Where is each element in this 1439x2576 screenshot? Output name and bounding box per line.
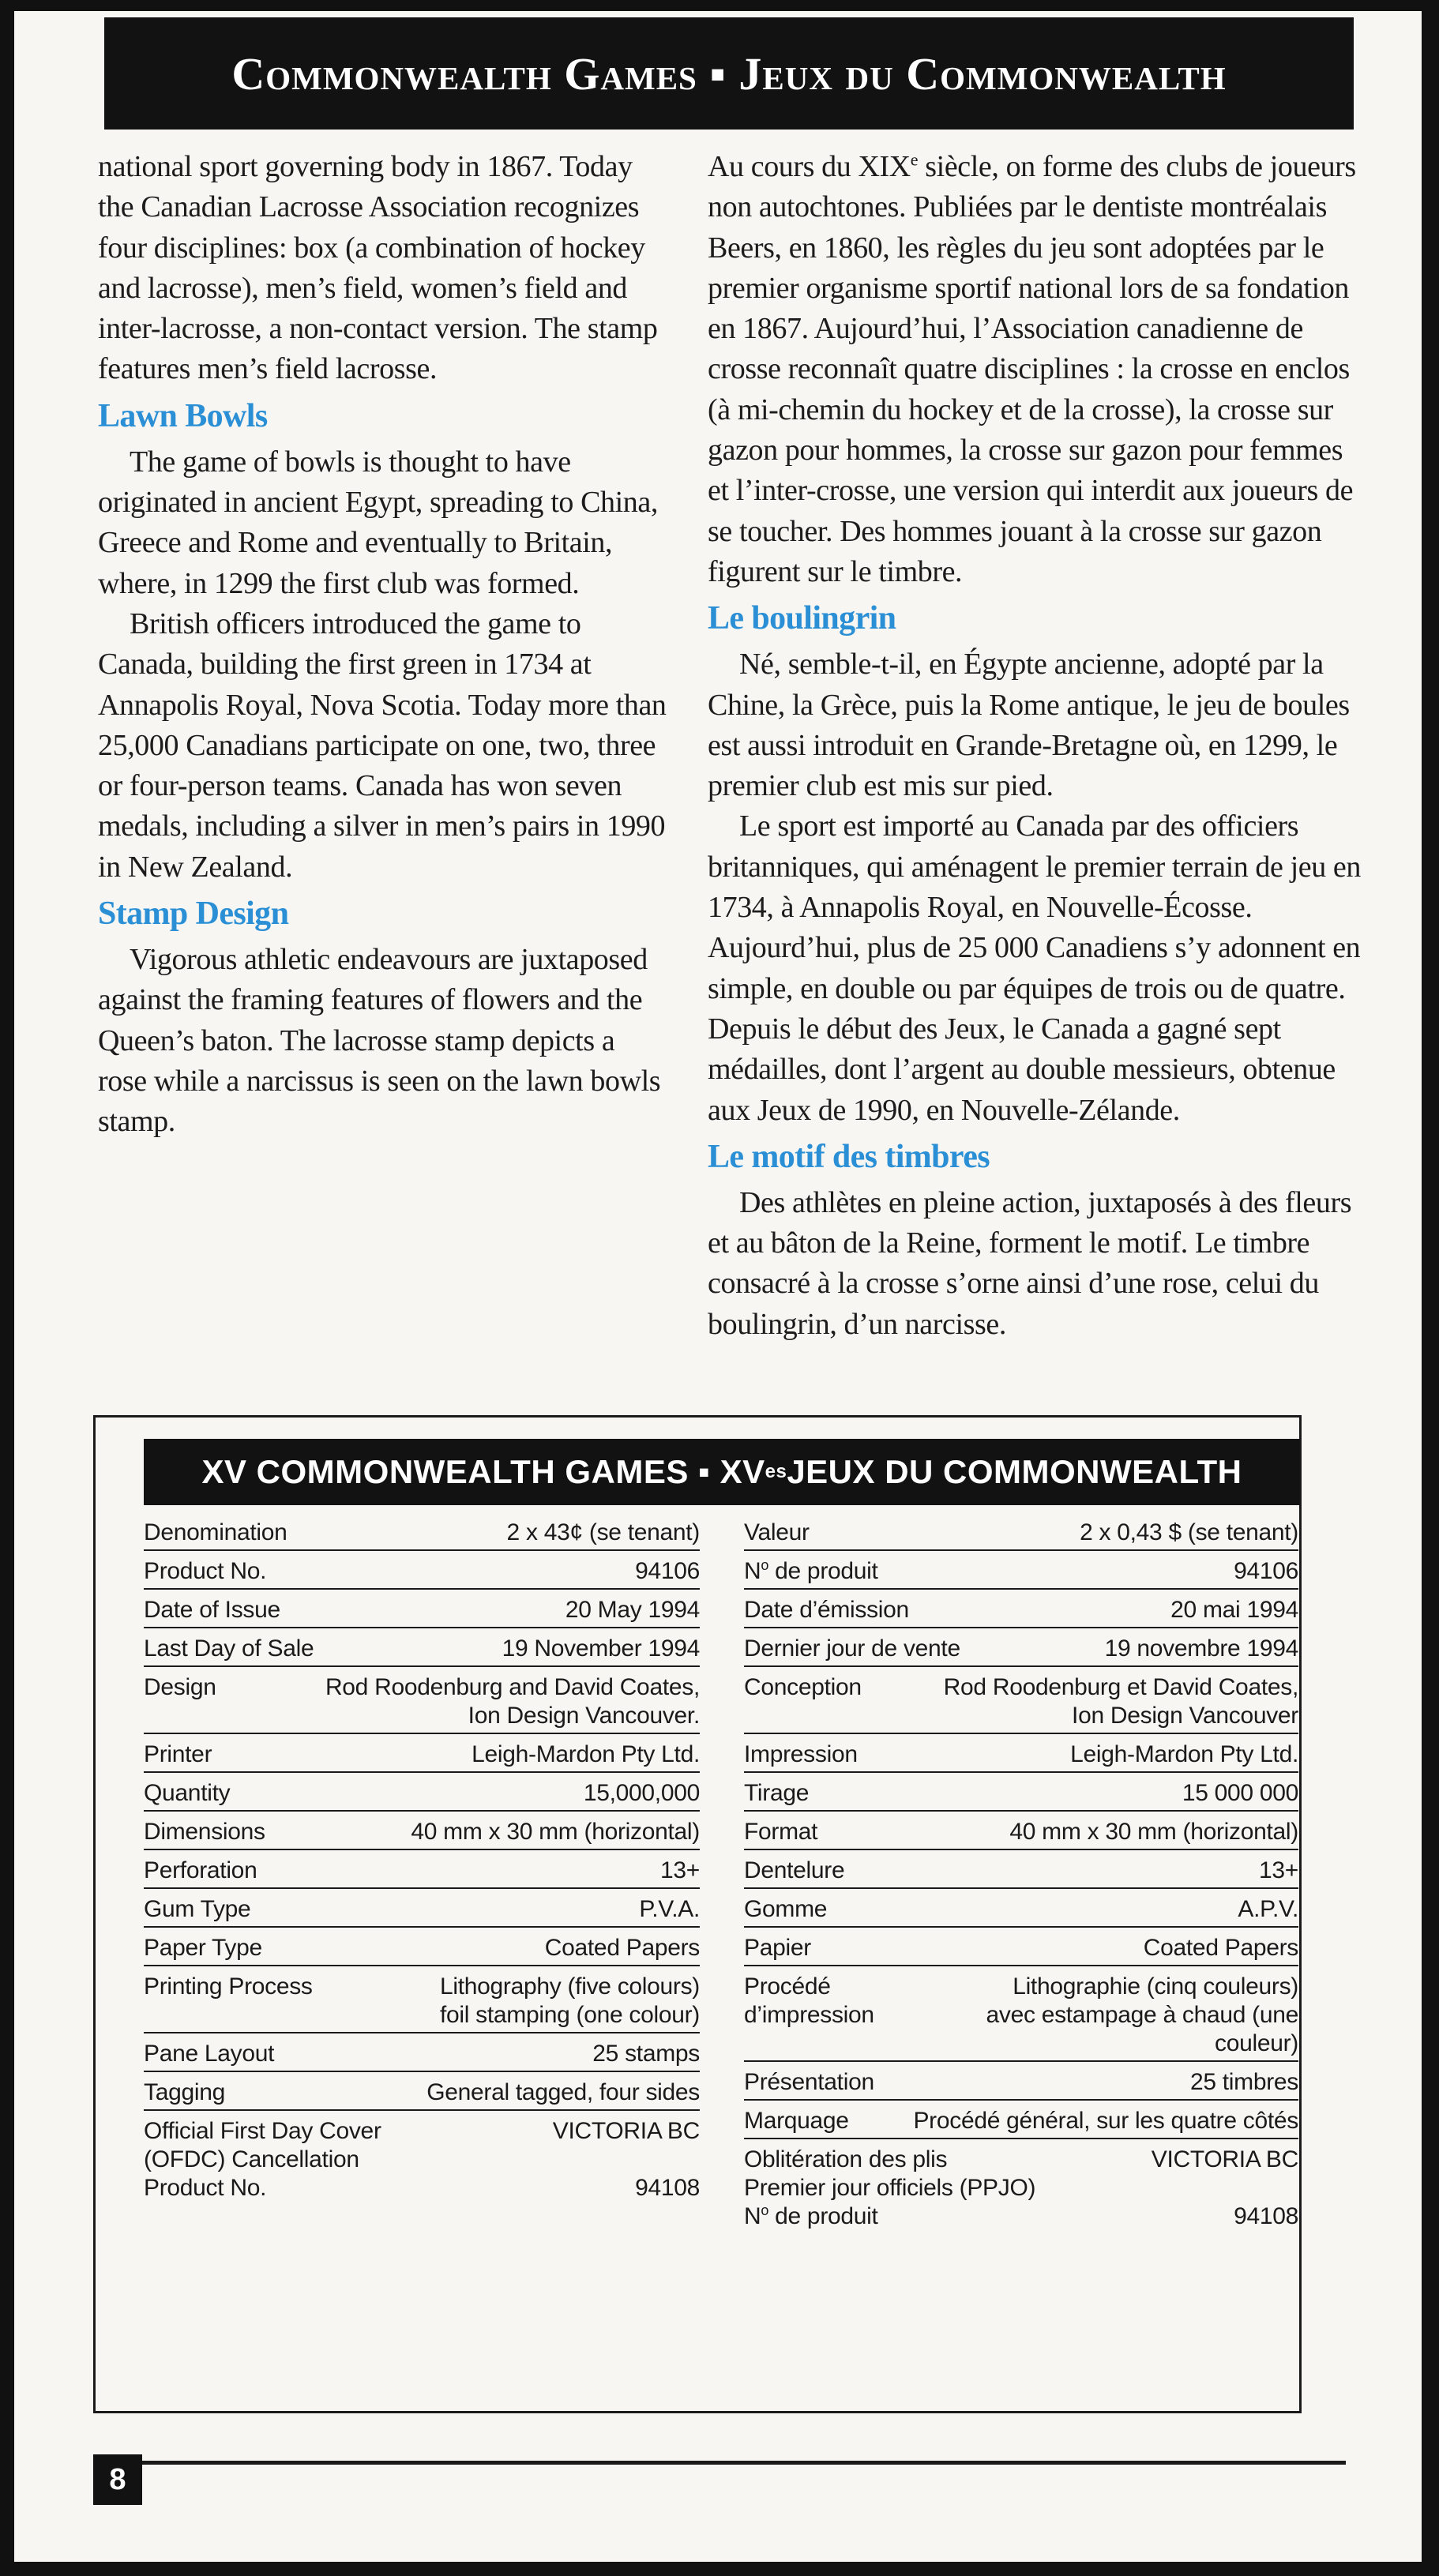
spec-row: [144, 1551, 700, 1590]
spec-label-pre: N: [744, 2203, 761, 2229]
page-number: 8: [109, 2462, 126, 2496]
english-specs-table: [144, 1512, 700, 2205]
spec-value: Rod Roodenburg and David Coates, Ion Design Vancouver.: [325, 1674, 700, 1729]
spec-label: Dernier jour de vente: [744, 1635, 960, 1662]
spec-label: Présentation: [744, 2069, 874, 2095]
spec-label: Valeur: [744, 1519, 810, 1545]
spec-value: 19 November 1994: [502, 1635, 700, 1662]
spec-row: [744, 2202, 1298, 2233]
spec-value: 94108: [635, 2175, 700, 2201]
spec-row: [144, 2111, 700, 2174]
spec-value: Rod Roodenburg et David Coates, Ion Design Vancouver: [943, 1674, 1298, 1729]
spec-row: [744, 1773, 1298, 1812]
spec-value: 94108: [1234, 2203, 1298, 2229]
spec-label: [744, 2202, 878, 2233]
french-intro-post: siècle, on forme des clubs de joueurs non autochtones. Publiées par le dentiste montréalais Beers, en 1860, les règles du jeu sont adoptées par le premier organisme sportif national lors de sa fondation en 1867. Aujourd’hui, l’Association canadienne de crosse reconnaît quatre disciplines : la crosse en enclos (à mi-chemin du hockey et de la crosse), la crosse sur gazon pour hommes, la crosse sur gazon pour femmes et l’inter-crosse, une version qui interdit aux joueurs de se toucher. Des hommes jouant à la crosse sur gazon figurent sur le timbre.: [708, 150, 1356, 588]
lawn-bowls-paragraph-2: British officers introduced the game to Canada, building the first green in 1734 at Annapolis Royal, Nova Scotia. Today more than 25,000 Canadians participate on one, two, three or four-person teams. Canada has won seven medals, including a silver in men’s pairs in 1990 in New Zealand.: [98, 606, 667, 884]
spec-row: [144, 1889, 700, 1928]
spec-label: Perforation: [144, 1857, 257, 1883]
spec-value: 20 May 1994: [565, 1597, 700, 1623]
spec-row: [144, 1812, 700, 1850]
spec-value: A.P.V.: [1238, 1896, 1298, 1922]
spec-label: Impression: [744, 1741, 858, 1767]
spec-label: Official First Day Cover (OFDC) Cancellation: [144, 2118, 381, 2172]
motif-heading: Le motif des timbres: [708, 1138, 990, 1175]
spec-label-post: de produit: [768, 2203, 878, 2229]
spec-row: [144, 2072, 700, 2111]
spec-row: [144, 1773, 700, 1812]
french-specs-table: [744, 1512, 1298, 2233]
spec-value: VICTORIA BC: [552, 2118, 700, 2144]
page-header-title: Commonwealth Games ▪ Jeux du Commonwealth: [231, 47, 1227, 100]
spec-value: Lithographie (cinq couleurs) avec estampage à chaud (une couleur): [986, 1973, 1298, 2056]
french-intro-paragraph: [708, 147, 1363, 592]
stamp-design-paragraph: Vigorous athletic endeavours are juxtaposed against the framing features of flowers and the Queen’s baton. The lacrosse stamp depicts a rose while a narcissus is seen on the lawn bowls stamp.: [98, 943, 661, 1139]
spec-label: Paper Type: [144, 1935, 262, 1961]
spec-label: Tirage: [744, 1780, 810, 1806]
spec-row: [744, 1734, 1298, 1773]
spec-label: Procédé d’impression: [744, 1973, 874, 2028]
spec-row: [744, 2062, 1298, 2101]
spec-value: 20 mai 1994: [1170, 1597, 1298, 1623]
spec-label: Printing Process: [144, 1973, 313, 2000]
spec-row: [744, 1590, 1298, 1628]
spec-value: Leigh-Mardon Pty Ltd.: [1070, 1741, 1298, 1767]
spec-value: Lithography (five colours) foil stamping (one colour): [439, 1973, 700, 2028]
french-intro-sup: e: [910, 149, 919, 170]
spec-row: [744, 1928, 1298, 1966]
spec-row: [744, 1812, 1298, 1850]
boulingrin-heading: Le boulingrin: [708, 600, 896, 637]
spec-label-post: de produit: [768, 1558, 878, 1584]
spec-row: [744, 1966, 1298, 2062]
stamp-design-heading: Stamp Design: [98, 896, 289, 933]
spec-row: [144, 2033, 700, 2072]
spec-row: [144, 1928, 700, 1966]
spec-row: [744, 2139, 1298, 2202]
spec-row: [144, 1734, 700, 1773]
french-column: [708, 147, 1363, 1345]
spec-value: 13+: [660, 1857, 700, 1883]
spec-value: 40 mm x 30 mm (horizontal): [411, 1819, 700, 1845]
english-intro-paragraph: national sport governing body in 1867. Today the Canadian Lacrosse Association recognizes four disciplines: box (a combination of hockey and lacrosse), men’s field, women’s field and inter-lacrosse, a non-contact version. The stamp features men’s field lacrosse.: [98, 150, 658, 386]
spec-value: Coated Papers: [544, 1935, 700, 1961]
spec-row: [744, 1512, 1298, 1551]
spec-row: [144, 1850, 700, 1889]
spec-value: 15,000,000: [583, 1780, 700, 1806]
spec-label: Design: [144, 1674, 216, 1700]
spec-label-pre: N: [744, 1558, 761, 1584]
spec-label: [744, 1557, 878, 1588]
spec-label: Papier: [744, 1935, 811, 1961]
spec-value: 94106: [1234, 1558, 1298, 1584]
spec-label: Format: [744, 1819, 818, 1845]
lawn-bowls-paragraph-1: The game of bowls is thought to have originated in ancient Egypt, spreading to China, Greece and Rome and eventually to Britain, where, in 1299 the first club was formed.: [98, 445, 658, 600]
spec-label: Pane Layout: [144, 2041, 275, 2067]
spec-label-sup: o: [761, 1557, 769, 1573]
spec-value: 19 novembre 1994: [1104, 1635, 1298, 1662]
spec-row: [144, 1966, 700, 2033]
spec-row: [144, 1667, 700, 1734]
motif-paragraph: Des athlètes en pleine action, juxtaposés à des fleurs et au bâton de la Reine, forment le motif. Le timbre consacré à la crosse s’orne ainsi d’une rose, celui du boulingrin, d’un narcisse.: [708, 1185, 1352, 1341]
spec-label: Conception: [744, 1674, 862, 1700]
spec-row: [744, 1628, 1298, 1667]
specs-title-post: JEUX DU COMMONWEALTH: [787, 1453, 1242, 1490]
specs-title-pre: XV COMMONWEALTH GAMES ▪ XV: [201, 1453, 765, 1490]
spec-label: Gum Type: [144, 1896, 251, 1922]
spec-label-sup: o: [761, 2202, 769, 2218]
spec-value: Coated Papers: [1143, 1935, 1298, 1961]
spec-value: 25 timbres: [1189, 2069, 1298, 2095]
spec-row: [144, 1628, 700, 1667]
spec-value: 94106: [635, 1558, 700, 1584]
spec-label: Dentelure: [744, 1857, 845, 1883]
spec-label: Tagging: [144, 2079, 225, 2105]
spec-row: [744, 1551, 1298, 1590]
spec-value: 15 000 000: [1182, 1780, 1298, 1806]
spec-row: [744, 1667, 1298, 1734]
spec-value: General tagged, four sides: [426, 2079, 700, 2105]
spec-label: Last Day of Sale: [144, 1635, 314, 1662]
spec-label: Date d’émission: [744, 1597, 909, 1623]
boulingrin-paragraph-2: Le sport est importé au Canada par des officiers britanniques, qui aménagent le premier terrain de jeu en 1734, à Annapolis Royal, en Nouvelle-Écosse. Aujourd’hui, plus de 25 000 Canadiens s’y adonnent en simple, en double ou par équipes de trois ou de quatre. Depuis le début des Jeux, le Canada a gagné sept médailles, dont l’argent au double messieurs, obtenue aux Jeux de 1990, en Nouvelle-Zélande.: [708, 809, 1361, 1127]
spec-value: Leigh-Mardon Pty Ltd.: [472, 1741, 700, 1767]
spec-value: 2 x 43¢ (se tenant): [506, 1519, 700, 1545]
spec-row: [144, 1512, 700, 1551]
spec-value: VICTORIA BC: [1151, 2146, 1298, 2172]
page-number-badge: [93, 2454, 142, 2505]
spec-value: P.V.A.: [639, 1896, 700, 1922]
spec-label: Date of Issue: [144, 1597, 280, 1623]
spec-row: [744, 1889, 1298, 1928]
spec-value: 13+: [1259, 1857, 1298, 1883]
spec-value: 25 stamps: [592, 2041, 700, 2067]
spec-label: Oblitération des plis Premier jour officiels (PPJO): [744, 2146, 1036, 2201]
spec-label: Product No.: [144, 1558, 267, 1584]
spec-row: [744, 2101, 1298, 2139]
french-intro-pre: Au cours du XIX: [708, 150, 911, 183]
spec-value: 40 mm x 30 mm (horizontal): [1009, 1819, 1298, 1845]
page-header-banner: [104, 17, 1354, 130]
spec-label: Quantity: [144, 1780, 231, 1806]
english-column: [98, 147, 667, 1143]
spec-row: [144, 2174, 700, 2205]
spec-value: Procédé général, sur les quatre côtés: [913, 2108, 1298, 2134]
spec-label: Product No.: [144, 2175, 267, 2201]
spec-label: Dimensions: [144, 1819, 265, 1845]
stamp-specs-title-bar: XV COMMONWEALTH GAMES ▪ XV es JEUX DU COMMONWEALTH: [144, 1439, 1300, 1505]
lawn-bowls-heading: Lawn Bowls: [98, 397, 268, 434]
spec-label: Marquage: [744, 2108, 849, 2134]
spec-label: Gomme: [744, 1896, 828, 1922]
footer-rule: [93, 2461, 1346, 2465]
spec-row: [744, 1850, 1298, 1889]
spec-row: [144, 1590, 700, 1628]
spec-value: 2 x 0,43 $ (se tenant): [1080, 1519, 1298, 1545]
boulingrin-paragraph-1: Né, semble-t-il, en Égypte ancienne, adopté par la Chine, la Grèce, puis la Rome antique, le jeu de boules est aussi introduit en Grande-Bretagne où, en 1299, le premier club est mis sur pied.: [708, 648, 1350, 803]
spec-label: Printer: [144, 1741, 212, 1767]
spec-label: Denomination: [144, 1519, 287, 1545]
